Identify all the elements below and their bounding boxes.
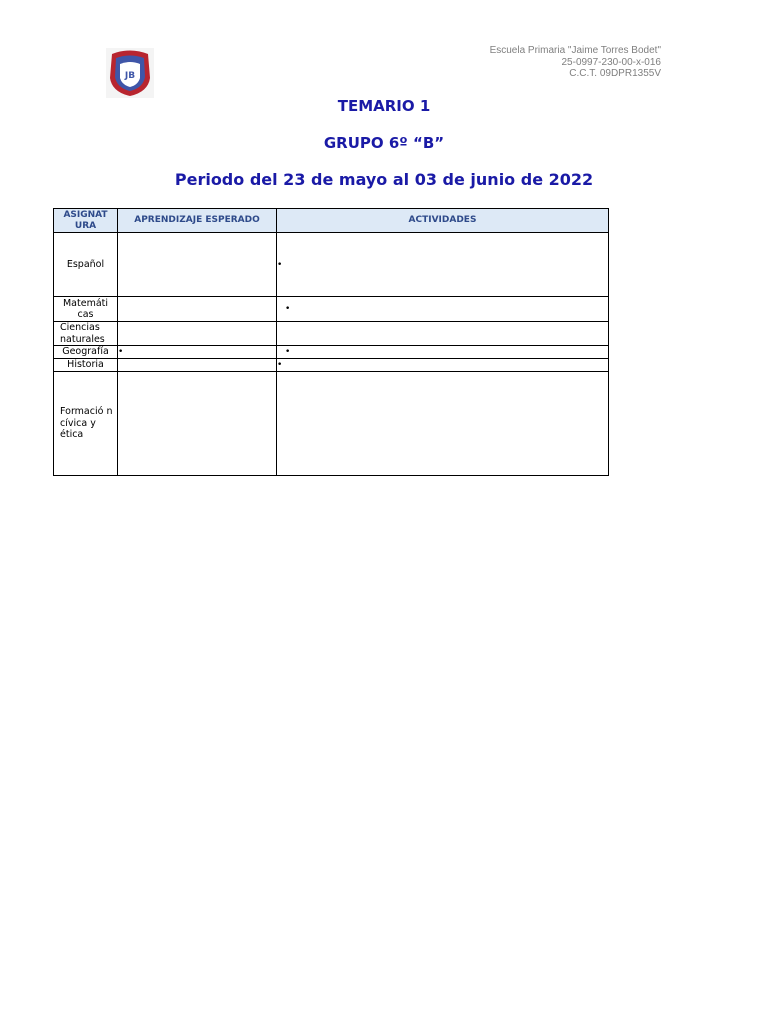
header-actividades: ACTIVIDADES — [277, 209, 609, 233]
aprendizaje-cell[interactable] — [118, 233, 277, 297]
header-aprendizaje: APRENDIZAJE ESPERADO — [118, 209, 277, 233]
actividades-cell[interactable]: • — [277, 346, 609, 359]
table-row — [54, 297, 609, 322]
table-row — [54, 233, 609, 297]
school-shield-crest-icon — [106, 48, 154, 98]
table-row — [54, 346, 609, 359]
temario-title: TEMARIO 1 — [337, 97, 431, 115]
subject-cell: Matemáti cas — [54, 297, 118, 322]
actividades-cell[interactable]: • — [277, 233, 609, 297]
actividades-cell[interactable] — [277, 372, 609, 476]
header-asignatura: ASIGNAT URA — [54, 209, 118, 233]
table-row — [54, 322, 609, 346]
aprendizaje-cell[interactable] — [118, 297, 277, 322]
school-name: Escuela Primaria "Jaime Torres Bodet" — [489, 45, 661, 56]
logo-text: JB — [124, 71, 136, 81]
aprendizaje-cell[interactable] — [118, 322, 277, 346]
aprendizaje-cell[interactable] — [118, 359, 277, 372]
subject-cell: Formació n cívica y ética — [54, 372, 118, 476]
school-code: 25-0997-230-00-x-016 — [561, 56, 661, 68]
table-row — [54, 372, 609, 476]
actividades-cell[interactable] — [277, 322, 609, 346]
table-header-row — [54, 209, 609, 233]
aprendizaje-cell[interactable]: • — [118, 346, 277, 359]
temario-table — [53, 208, 609, 476]
actividades-cell[interactable]: • — [277, 297, 609, 322]
school-cct: C.C.T. 09DPR1355V — [569, 68, 661, 79]
actividades-cell[interactable]: • — [277, 359, 609, 372]
subject-cell: Geografía — [54, 346, 118, 359]
aprendizaje-cell[interactable] — [118, 372, 277, 476]
grupo-title: GRUPO 6º “B” — [323, 134, 445, 152]
subject-cell: Ciencias naturales — [54, 322, 118, 346]
subject-cell: Español — [54, 233, 118, 297]
periodo-title: Periodo del 23 de mayo al 03 de junio de 2022 — [174, 170, 594, 189]
school-header — [490, 45, 661, 80]
table-row — [54, 359, 609, 372]
subject-cell: Historia — [54, 359, 118, 372]
